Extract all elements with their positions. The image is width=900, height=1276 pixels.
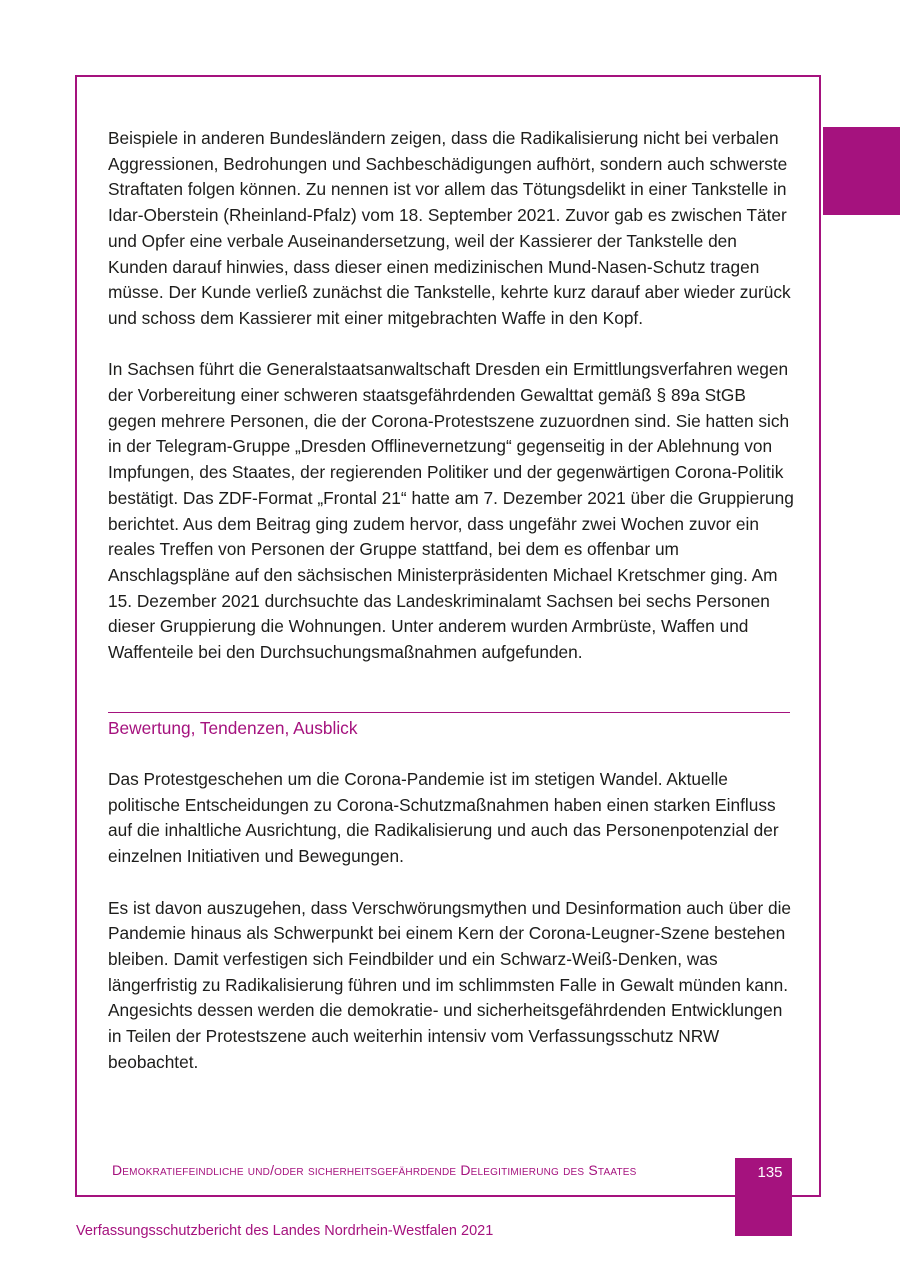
chapter-side-tab	[823, 127, 900, 215]
page-number: 135	[757, 1164, 783, 1181]
paragraph-sachsen: In Sachsen führt die Generalstaatsanwaltschaft Dresden ein Ermittlungsverfahren wegen der Vorbereitung einer schweren staatsgefährdenden Gewalttat gemäß § 89a StGB gegen mehrere Personen, die der Corona-Protestszene zuzuordnen sind. Sie hatten sich in der Telegram-Gruppe „Dresden Offlinevernetzung“ gegenseitig in der Ablehnung von Impfungen, des Staates, der regierenden Politiker und der gegenwärtigen Corona-Politik bestätigt. Das ZDF-Format „Frontal 21“ hatte am 7. Dezember 2021 über die Gruppierung berichtet. Aus dem Beitrag ging zudem hervor, dass ungefähr zwei Wochen zuvor ein reales Treffen von Personen der Gruppe stattfand, bei dem es offenbar um Anschlagspläne auf den sächsischen Ministerpräsidenten Michael Kretschmer ging. Am 15. Dezember 2021 durchsuchte das Landeskriminalamt Sachsen bei sechs Personen dieser Gruppierung die Wohnungen. Unter anderem wurden Armbrüste, Waffen und Waffenteile bei den Durchsuchungsmaßnahmen aufgefunden.	[108, 359, 794, 663]
section-divider	[108, 712, 790, 713]
paragraph-protestgeschehen: Das Protestgeschehen um die Corona-Pandemie ist im stetigen Wandel. Aktuelle politische Entscheidungen zu Corona-Schutzmaßnahmen haben einen starken Einfluss auf die inhaltliche Ausrichtung, die Radikalisierung und auch das Personenpotenzial der einzelnen Initiativen und Bewegungen.	[108, 769, 779, 867]
section-text	[108, 767, 794, 1101]
chapter-title: Demokratiefeindliche und/oder sicherheitsgefährdende Delegitimierung des Staates	[112, 1162, 637, 1178]
paragraph-idar-oberstein: Beispiele in anderen Bundesländern zeigen, dass die Radikalisierung nicht bei verbalen Aggressionen, Bedrohungen und Sachbeschädigungen aufhört, sondern auch schwerste Straftaten folgen können. Zu nennen ist vor allem das Tötungsdelikt in einer Tankstelle in Idar-Oberstein (Rheinland-Pfalz) vom 18. September 2021. Zuvor gab es zwischen Täter und Opfer eine verbale Auseinandersetzung, weil der Kassierer der Tankstelle den Kunden darauf hinwies, dass dieser einen medizinischen Mund-Nasen-Schutz tragen müsse. Der Kunde verließ zunächst die Tankstelle, kehrte kurz darauf aber wieder zurück und schoss dem Kassierer mit einer mitgebrachten Waffe in den Kopf.	[108, 128, 791, 328]
paragraph-verschwoerungsmythen: Es ist davon auszugehen, dass Verschwörungsmythen und Desinformation auch über die Pandemie hinaus als Schwerpunkt bei einem Kern der Corona-Leugner-Szene bestehen bleiben. Damit verfestigen sich Feindbilder und ein Schwarz-Weiß-Denken, was längerfristig zu Radikalisierung führen und im schlimmsten Falle in Gewalt münden kann. Angesichts dessen werden die demokratie- und sicherheitsgefährdenden Entwicklungen in Teilen der Protestszene auch weiterhin intensiv vom Verfassungsschutz NRW beobachtet.	[108, 897, 792, 1072]
report-title: Verfassungsschutzbericht des Landes Nordrhein-Westfalen 2021	[76, 1223, 494, 1239]
section-heading: Bewertung, Tendenzen, Ausblick	[108, 718, 358, 738]
body-text	[108, 126, 794, 691]
